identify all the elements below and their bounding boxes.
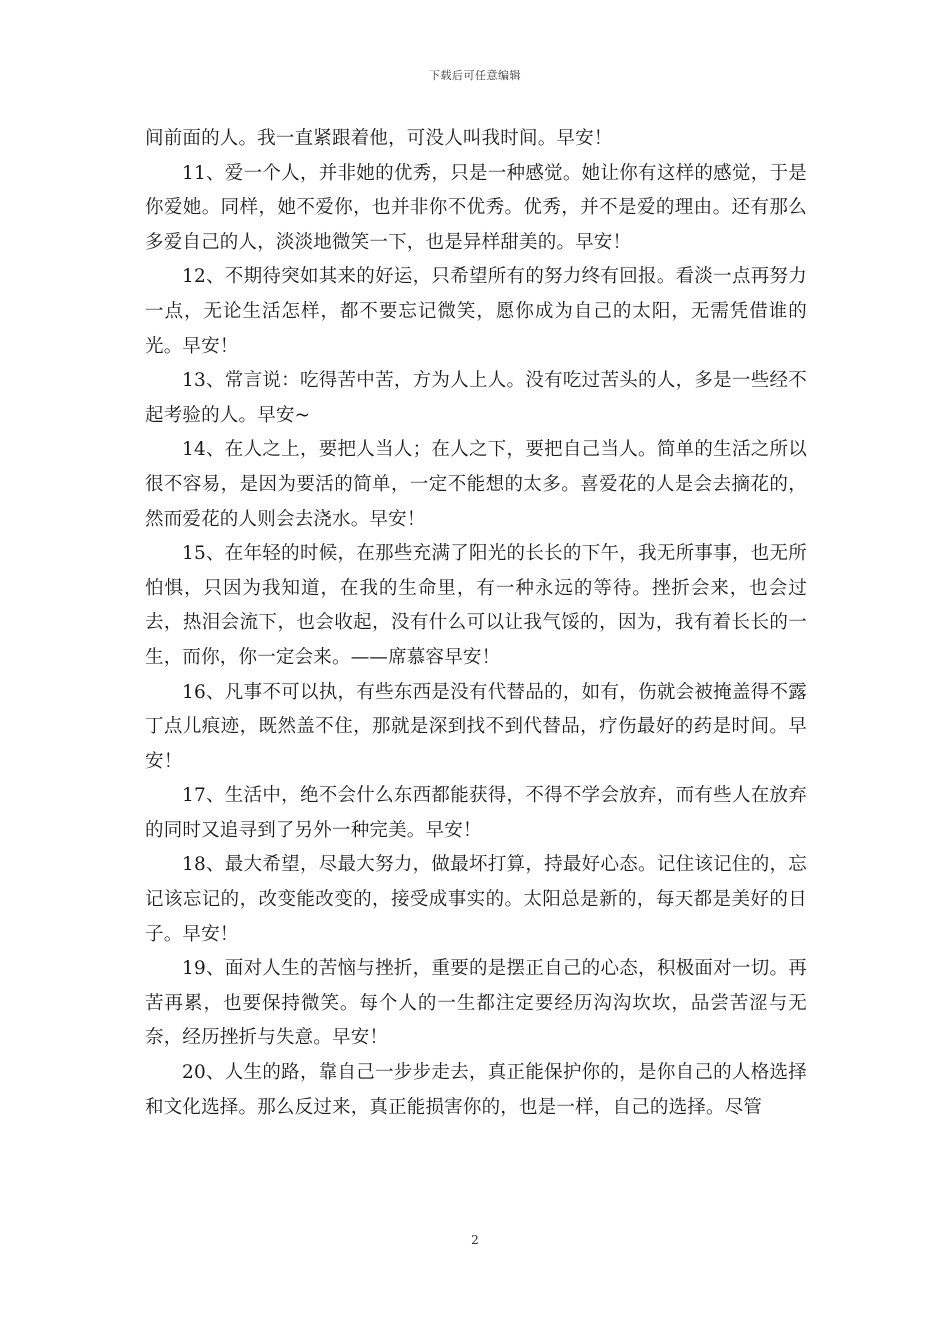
page-header: 下载后可任意编辑 (429, 69, 521, 82)
paragraph-18: 18、最大希望，尽最大努力，做最坏打算，持最好心态。记住该记住的，忘记该忘记的，改变能改变的，接受成事实的。太阳总是新的，每天都是美好的日子。早安！ (145, 854, 807, 945)
paragraph-17: 17、生活中，绝不会什么东西都能获得，不得不学会放弃，而有些人在放弃的同时又追寻到了另外一种完美。早安！ (145, 785, 807, 841)
page-number: 2 (471, 1233, 479, 1247)
document-body (145, 122, 807, 1125)
paragraph-19: 19、面对人生的苦恼与挫折，重要的是摆正自己的心态，积极面对一切。再苦再累，也要保持微笑。每个人的一生都注定要经历沟沟坎坎，品尝苦涩与无奈，经历挫折与失意。早安！ (145, 958, 807, 1049)
paragraph-15: 15、在年轻的时候，在那些充满了阳光的长长的下午，我无所事事，也无所怕惧，只因为我知道，在我的生命里，有一种永远的等待。挫折会来，也会过去，热泪会流下，也会收起，没有什么可以让我气馁的，因为，我有着长长的一生，而你，你一定会来。——席慕容早安！ (145, 543, 807, 668)
paragraph-16: 16、凡事不可以执，有些东西是没有代替品的，如有，伤就会被掩盖得不露丁点儿痕迹，既然盖不住，那就是深到找不到代替品，疗伤最好的药是时间。早安！ (145, 681, 807, 772)
paragraph-11: 11、爱一个人，并非她的优秀，只是一种感觉。她让你有这样的感觉，于是你爱她。同样，她不爱你，也并非你不优秀。优秀，并不是爱的理由。还有那么多爱自己的人，淡淡地微笑一下，也是异样甜美的。早安！ (145, 162, 807, 253)
paragraph-12: 12、不期待突如其来的好运，只希望所有的努力终有回报。看淡一点再努力一点，无论生活怎样，都不要忘记微笑，愿你成为自己的太阳，无需凭借谁的光。早安！ (145, 266, 807, 357)
paragraph-14: 14、在人之上，要把人当人；在人之下，要把自己当人。简单的生活之所以很不容易，是因为要活的简单，一定不能想的太多。喜爱花的人是会去摘花的，然而爱花的人则会去浇水。早安！ (145, 439, 807, 530)
paragraph-continued: 间前面的人。我一直紧跟着他，可没人叫我时间。早安！ (145, 128, 613, 149)
paragraph-13: 13、常言说：吃得苦中苦，方为人上人。没有吃过苦头的人，多是一些经不起考验的人。早安~ (145, 370, 807, 426)
paragraph-20: 20、人生的路，靠自己一步步走去，真正能保护你的，是你自己的人格选择和文化选择。那么反过来，真正能损害你的，也是一样，自己的选择。尽管 (145, 1062, 807, 1118)
